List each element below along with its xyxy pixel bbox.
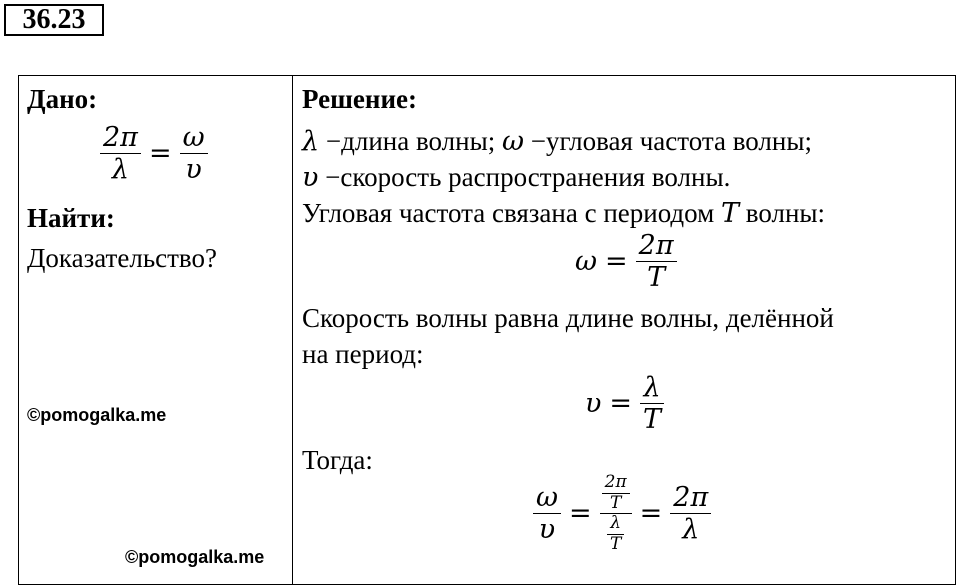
given-right-numerator: ω: [180, 122, 208, 154]
solution-line-1: [302, 126, 812, 157]
solution-line-5: на период:: [302, 339, 424, 369]
nested-bottom-numerator: λ: [607, 514, 624, 535]
line2-text: −скорость распространения волны.: [318, 162, 731, 192]
result-left-fraction: [533, 482, 561, 545]
result-equals-2: =: [639, 498, 663, 530]
solution-line-2: [302, 162, 730, 193]
formula-omega-equals: =: [605, 246, 628, 278]
watermark-bottom: ©pomogalka.me: [125, 547, 265, 567]
line1-text-b: −угловая частота волны;: [524, 126, 812, 156]
given-left-numerator: 2π: [100, 122, 141, 154]
result-right-denominator: λ: [682, 514, 700, 546]
result-right-numerator: 2π: [670, 482, 711, 514]
nested-top: [600, 473, 632, 514]
nested-top-numerator: 2π: [602, 473, 630, 494]
problem-number: 36.23: [4, 4, 104, 36]
formula-omega-numerator: 2π: [636, 230, 677, 262]
formula-velocity: [585, 372, 664, 435]
solution-line-3: [302, 198, 825, 229]
formula-velocity-equals: =: [609, 388, 633, 420]
formula-velocity-fraction: [640, 372, 664, 435]
line1-text-a: −длина волны;: [319, 126, 502, 156]
result-left-numerator: ω: [533, 482, 561, 514]
solution-line-6: Тогда:: [302, 445, 373, 475]
formula-velocity-lhs: υ: [585, 388, 602, 420]
formula-omega-denominator: T: [647, 262, 666, 294]
omega-symbol: ω: [501, 126, 524, 157]
given-header: Дано:: [27, 84, 98, 114]
given-left-denominator: λ: [111, 154, 130, 186]
given-formula: [100, 122, 208, 185]
find-text: Доказательство?: [27, 243, 217, 273]
nested-top-denominator: T: [609, 492, 622, 513]
nested-bottom-fraction: [607, 514, 624, 554]
result-equals-1: =: [569, 498, 592, 530]
line3-text-b: волны:: [739, 198, 826, 228]
nested-bottom: [605, 514, 626, 554]
nested-top-fraction: [602, 473, 630, 513]
given-right-denominator: υ: [185, 154, 202, 186]
lambda-symbol: λ: [302, 126, 320, 157]
line3-text-a: Угловая частота связана с периодом: [302, 198, 721, 228]
formula-velocity-denominator: T: [643, 404, 662, 436]
formula-omega: [575, 230, 677, 293]
watermark-left: ©pomogalka.me: [27, 405, 167, 425]
result-left-denominator: υ: [538, 514, 556, 546]
result-right-fraction: [670, 482, 711, 545]
find-header: Найти:: [27, 203, 115, 233]
given-left-fraction: [100, 122, 141, 185]
upsilon-symbol: υ: [302, 162, 319, 193]
formula-omega-fraction: [636, 230, 677, 293]
column-divider: [292, 75, 293, 585]
result-nested-fraction: [600, 473, 632, 554]
solution-line-4: Скорость волны равна длине волны, делённой: [302, 303, 834, 333]
solution-header: Решение:: [302, 84, 417, 114]
given-equals: =: [148, 138, 172, 170]
formula-velocity-numerator: λ: [640, 372, 663, 404]
given-right-fraction: [180, 122, 208, 185]
formula-omega-lhs: ω: [575, 246, 598, 278]
nested-bottom-denominator: T: [609, 533, 622, 554]
period-symbol: T: [721, 198, 740, 229]
formula-result: [533, 473, 711, 554]
